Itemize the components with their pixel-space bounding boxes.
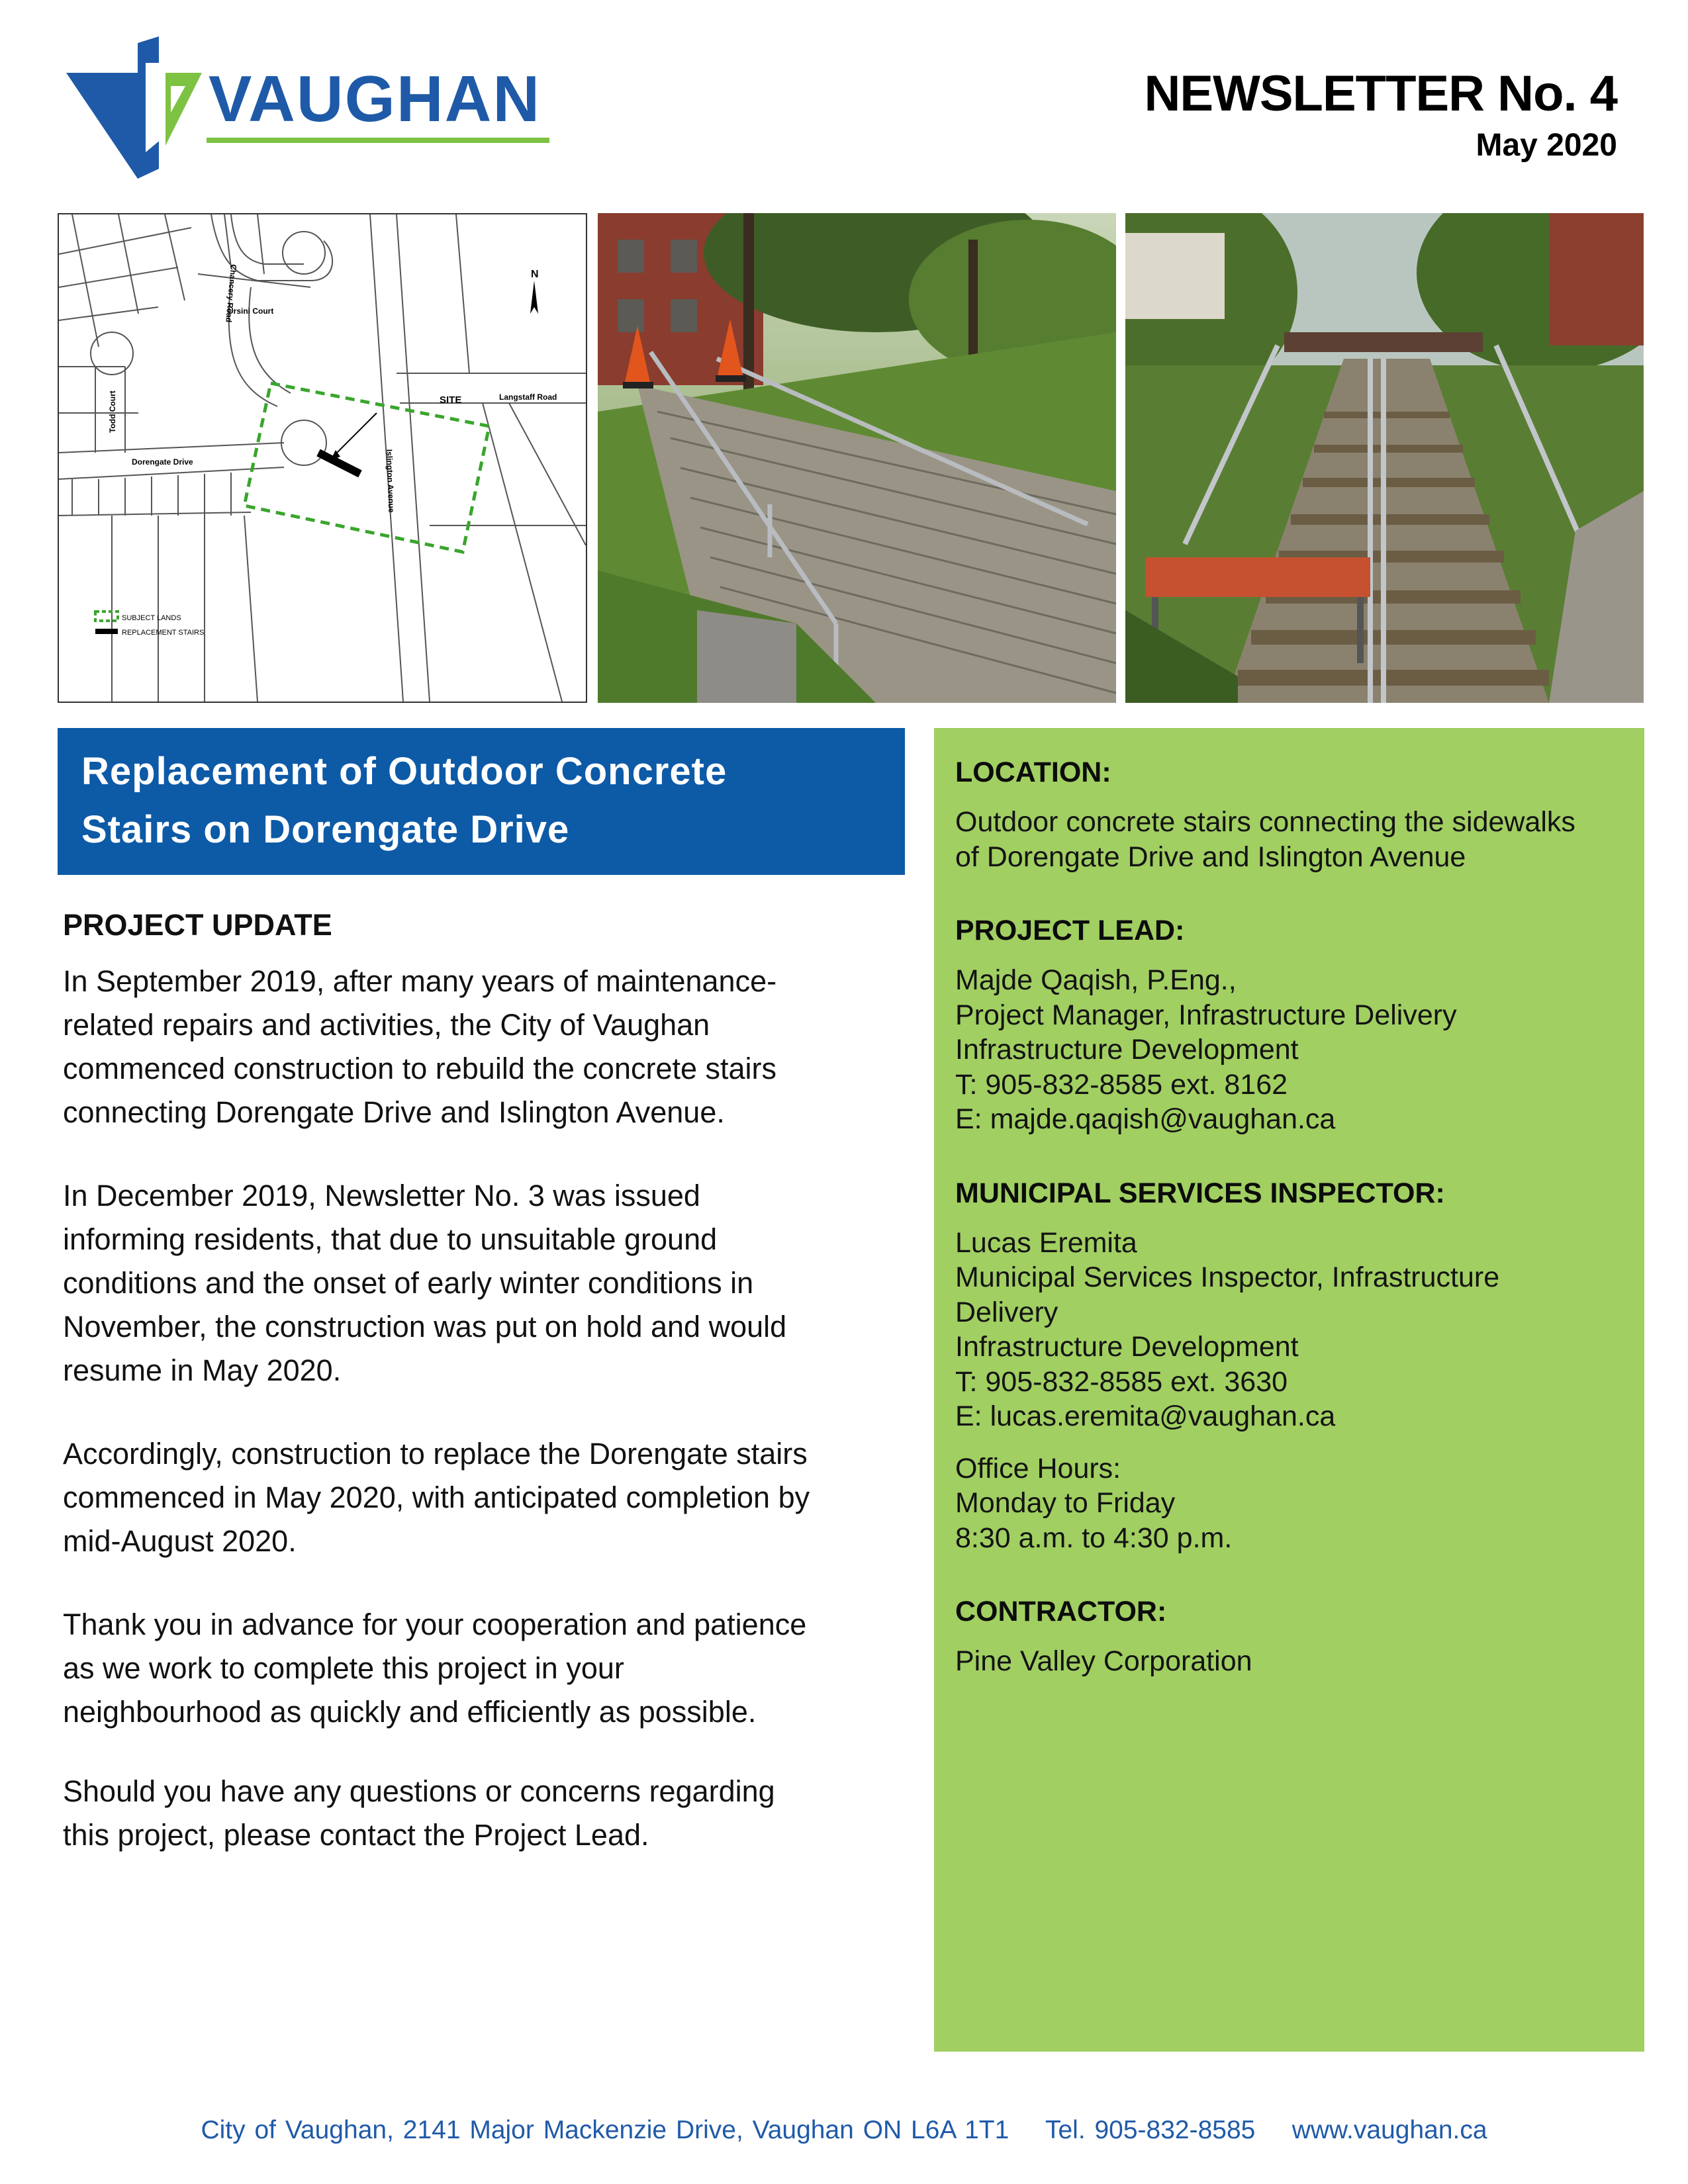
update-paragraph bbox=[63, 960, 897, 1134]
office-hours-time: 8:30 a.m. to 4:30 p.m. bbox=[955, 1522, 1233, 1554]
inspector-title: Municipal Services Inspector, Infrastructure bbox=[955, 1261, 1500, 1293]
newsletter-date: May 2020 bbox=[1476, 128, 1617, 163]
inspector-name: Lucas Eremita bbox=[955, 1226, 1137, 1259]
paragraph-line: mid-August 2020. bbox=[63, 1524, 297, 1558]
legend-replacement-stairs-swatch bbox=[95, 629, 118, 634]
project-update-heading: PROJECT UPDATE bbox=[63, 908, 332, 942]
paragraph-line: In December 2019, Newsletter No. 3 was issued bbox=[63, 1179, 700, 1212]
legend-replacement-stairs: REPLACEMENT STAIRS bbox=[122, 629, 205, 637]
paragraph-line: as we work to complete this project in your bbox=[63, 1651, 624, 1685]
paragraph-line: November, the construction was put on hold and would bbox=[63, 1310, 787, 1343]
inspector-department: Infrastructure Development bbox=[955, 1331, 1299, 1363]
lead-name: Majde Qaqish, P.Eng., bbox=[955, 964, 1237, 996]
north-label: N bbox=[531, 269, 539, 280]
article-title bbox=[81, 743, 881, 859]
paragraph-line: resume in May 2020. bbox=[63, 1353, 342, 1387]
project-info-panel bbox=[934, 728, 1644, 2052]
site-map bbox=[58, 213, 587, 703]
paragraph-line: In September 2019, after many years of maintenance- bbox=[63, 964, 777, 998]
update-paragraph bbox=[63, 1174, 897, 1392]
lead-department: Infrastructure Development bbox=[955, 1034, 1299, 1066]
map-label-dorengate: Dorengate Drive bbox=[132, 457, 193, 467]
contractor-name: Pine Valley Corporation bbox=[955, 1645, 1252, 1677]
inspector-email[interactable]: E: lucas.eremita@vaughan.ca bbox=[955, 1400, 1336, 1432]
paragraph-line: commenced in May 2020, with anticipated completion by bbox=[63, 1480, 810, 1514]
map-label-langstaff: Langstaff Road bbox=[499, 392, 557, 402]
office-hours-days: Monday to Friday bbox=[955, 1487, 1176, 1519]
map-label-islington: Islington Avenue bbox=[385, 449, 397, 513]
location-heading: LOCATION: bbox=[955, 756, 1111, 788]
paragraph-line: informing residents, that due to unsuitable ground bbox=[63, 1222, 718, 1256]
office-hours-label: Office Hours: bbox=[955, 1452, 1121, 1484]
paragraph-line: this project, please contact the Project Lead. bbox=[63, 1818, 649, 1852]
update-paragraph bbox=[63, 1432, 897, 1563]
stairs-photo-front-view bbox=[1125, 213, 1644, 703]
paragraph-line: related repairs and activities, the City of Vaughan bbox=[63, 1008, 710, 1042]
legend-subject-lands: SUBJECT LANDS bbox=[122, 614, 181, 622]
project-update-section bbox=[63, 907, 897, 1897]
inspector-title-cont: Delivery bbox=[955, 1296, 1058, 1328]
lead-title: Project Manager, Infrastructure Delivery bbox=[955, 999, 1457, 1031]
paragraph-line: connecting Dorengate Drive and Islington Avenue. bbox=[63, 1095, 725, 1129]
update-paragraph bbox=[63, 1770, 897, 1857]
newsletter-title: NEWSLETTER No. 4 bbox=[1144, 66, 1617, 122]
inspector-phone[interactable]: T: 905-832-8585 ext. 3630 bbox=[955, 1365, 1288, 1398]
map-label-site: SITE bbox=[440, 394, 462, 406]
inspector-heading: MUNICIPAL SERVICES INSPECTOR: bbox=[955, 1177, 1445, 1209]
paragraph-line: Should you have any questions or concerns regarding bbox=[63, 1774, 775, 1808]
contractor-heading: CONTRACTOR: bbox=[955, 1596, 1167, 1627]
location-line: of Dorengate Drive and Islington Avenue bbox=[955, 841, 1466, 873]
stairs-photo-side-view bbox=[598, 213, 1116, 703]
paragraph-line: neighbourhood as quickly and efficiently as possible. bbox=[63, 1695, 757, 1729]
logo-underline bbox=[207, 138, 549, 143]
article-title-line-1: Replacement of Outdoor Concrete bbox=[81, 750, 727, 793]
paragraph-line: conditions and the onset of early winter conditions in bbox=[63, 1266, 754, 1300]
logo-wordmark: VAUGHAN bbox=[209, 62, 541, 135]
article-title-line-2: Stairs on Dorengate Drive bbox=[81, 808, 570, 851]
paragraph-line: Thank you in advance for your cooperation and patience bbox=[63, 1608, 807, 1641]
map-label-chancery: Chancery Road bbox=[224, 263, 238, 323]
project-lead-heading: PROJECT LEAD: bbox=[955, 915, 1185, 946]
paragraph-line: commenced construction to rebuild the concrete stairs bbox=[63, 1052, 777, 1085]
paragraph-line: Accordingly, construction to replace the Dorengate stairs bbox=[63, 1437, 808, 1471]
map-label-todd: Todd Court bbox=[108, 390, 117, 433]
lead-email[interactable]: E: majde.qaqish@vaughan.ca bbox=[955, 1103, 1336, 1135]
update-paragraph bbox=[63, 1603, 897, 1734]
legend-subject-lands-swatch bbox=[95, 612, 118, 621]
location-line: Outdoor concrete stairs connecting the sidewalks bbox=[955, 806, 1575, 838]
map-label-ursini: Ursini Court bbox=[228, 306, 274, 316]
lead-phone[interactable]: T: 905-832-8585 ext. 8162 bbox=[955, 1068, 1288, 1101]
article-title-box bbox=[58, 728, 905, 875]
footer-contact: City of Vaughan, 2141 Major Mackenzie Drive, Vaughan ON L6A 1T1 Tel. 905-832-8585 www.vaughan.ca bbox=[201, 2116, 1487, 2144]
